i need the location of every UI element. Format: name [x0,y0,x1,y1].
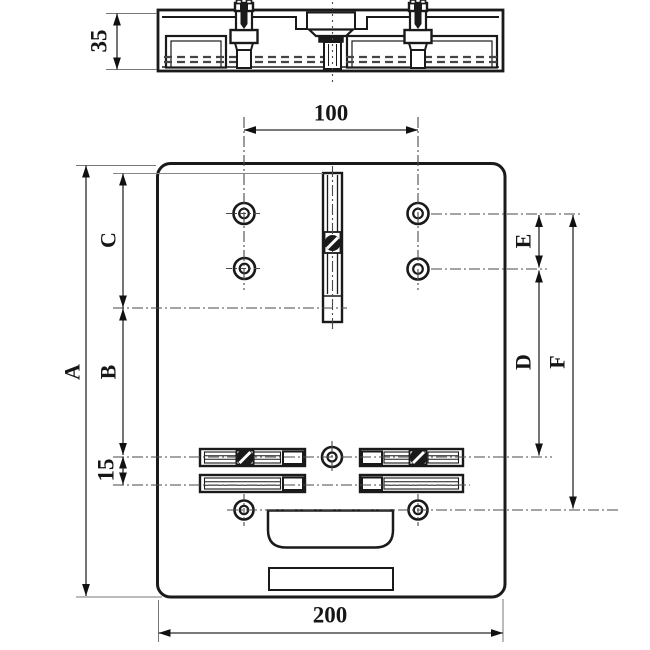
clamp-screw-right [410,449,427,466]
dimension-F [545,215,574,509]
dim-B-label: B [95,364,121,380]
dim-35-label: 35 [86,29,112,53]
dimension-15 [94,457,124,485]
tower-screw-shaft [415,11,422,24]
tower-nub-left [237,0,242,4]
dimension-35 [87,14,158,70]
slot-column [324,42,341,69]
dimension-200 [159,599,504,642]
front-view [158,164,506,598]
tower-block [231,30,258,43]
dimension-A [60,166,163,598]
label-plate [269,568,393,590]
clamp-screw-left [237,449,254,466]
tower-foot [411,50,425,68]
tower-screw-shaft [241,11,248,24]
tower-cap-screw [240,4,248,10]
tower-nub-right [247,0,252,4]
tower-nub-right [421,0,426,4]
terminal-clamp-row2-left [200,475,305,492]
slot-screw [325,235,341,251]
dim-200-label: 200 [312,602,348,628]
dimension-100 [244,101,418,131]
tower-foot [237,50,251,68]
dimension-B [96,309,124,456]
side-view [158,0,503,71]
dimension-D [511,271,540,456]
dim-F-label: F [544,355,570,369]
dim-15-label: 15 [93,458,119,482]
dim-100-label: 100 [313,100,349,126]
terminal-clamp-row2-right [360,475,463,492]
dim-A-label: A [59,364,85,380]
tower-block [405,30,432,43]
handle-cutout [268,511,393,548]
dim-E-label: E [510,233,536,249]
tower-cap-screw [414,4,422,10]
pedestal-top [309,30,353,37]
dim-C-label: C [95,232,121,248]
tower-nub-left [411,0,416,4]
dimension-E [511,215,540,268]
dim-D-label: D [510,354,536,370]
